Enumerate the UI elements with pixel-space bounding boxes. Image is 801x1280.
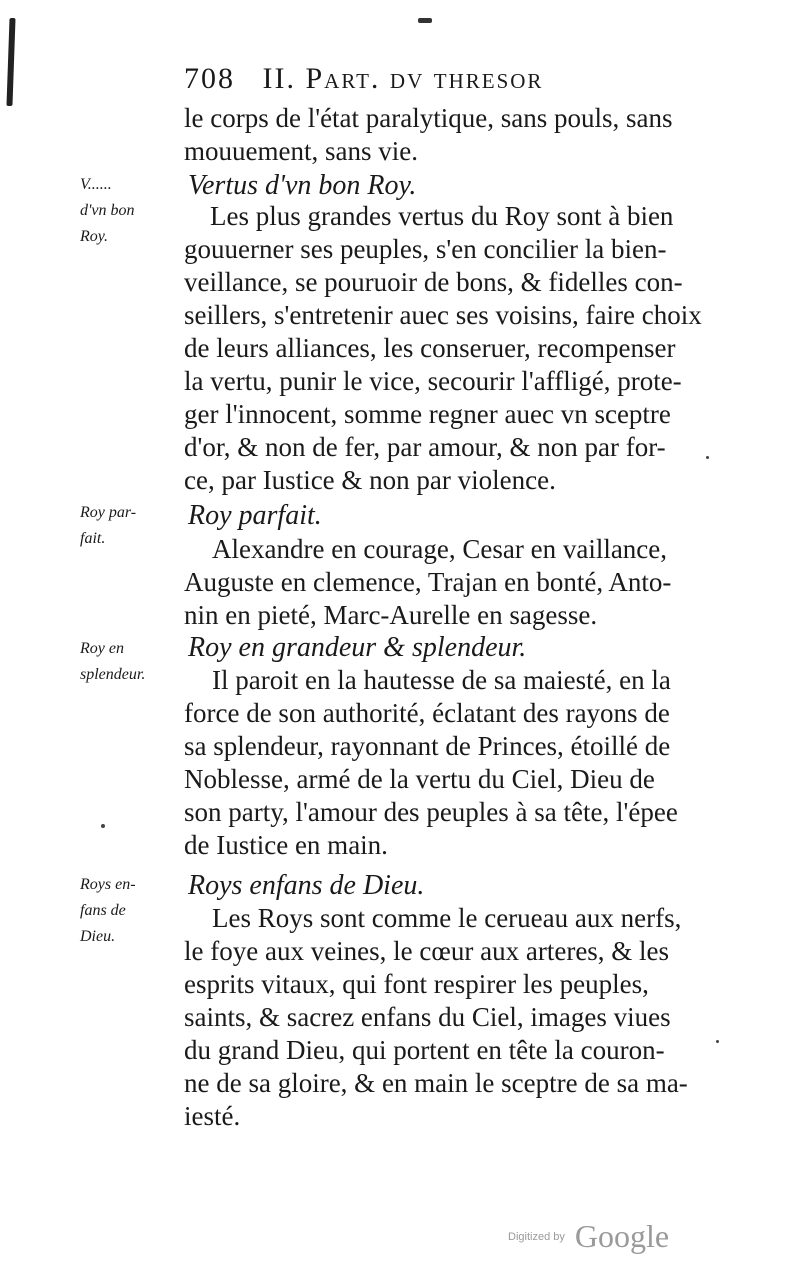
body-line: son party, l'amour des peuples à sa tête, l'épee bbox=[184, 797, 678, 827]
running-header bbox=[184, 62, 654, 96]
marginal-line: Roy. bbox=[80, 228, 108, 245]
marginal-note bbox=[80, 500, 178, 552]
scan-speck bbox=[101, 824, 105, 828]
body-line: Noblesse, armé de la vertu du Ciel, Dieu de bbox=[184, 764, 655, 794]
body-line: Les Roys sont comme le cerueau aux nerfs, bbox=[212, 903, 682, 933]
body-line: gouuerner ses peuples, s'en concilier la bien- bbox=[184, 234, 667, 264]
running-title: II. Part. dv thresor bbox=[262, 62, 544, 95]
marginal-line: Roy par- bbox=[80, 504, 137, 521]
body-line: saints, & sacrez enfans du Ciel, images viues bbox=[184, 1002, 671, 1032]
body-line: de Iustice en main. bbox=[184, 830, 388, 860]
body-line: le foye aux veines, le cœur aux arteres, & les bbox=[184, 936, 670, 966]
body-line: Les plus grandes vertus du Roy sont à bien bbox=[210, 201, 674, 231]
google-logo: Google bbox=[574, 1218, 670, 1254]
marginal-line: splendeur. bbox=[80, 666, 146, 683]
body-line: Auguste en clemence, Trajan en bonté, Anto- bbox=[184, 567, 672, 597]
body-line: iesté. bbox=[184, 1101, 241, 1131]
watermark-caption: Digitized by bbox=[508, 1230, 565, 1243]
page-number: 708 bbox=[184, 62, 235, 95]
scan-speck bbox=[706, 456, 709, 459]
body-line: force de son authorité, éclatant des rayons de bbox=[184, 698, 670, 728]
body-line: esprits vitaux, qui font respirer les peuples, bbox=[184, 969, 649, 999]
scan-speck bbox=[716, 1040, 719, 1043]
marginal-note bbox=[80, 872, 178, 950]
marginal-line: fans de bbox=[80, 902, 126, 919]
marginal-line: fait. bbox=[80, 530, 106, 547]
body-line: mouuement, sans vie. bbox=[184, 136, 418, 166]
body-line: Alexandre en courage, Cesar en vaillance, bbox=[212, 534, 668, 564]
body-line: ne de sa gloire, & en main le sceptre de sa ma- bbox=[184, 1068, 688, 1098]
body-line: sa splendeur, rayonnant de Princes, étoillé de bbox=[184, 731, 671, 761]
body-line: le corps de l'état paralytique, sans pouls, sans bbox=[184, 103, 673, 133]
marginal-note bbox=[80, 172, 178, 250]
body-line: du grand Dieu, qui portent en tête la couron- bbox=[184, 1035, 665, 1065]
marginal-line: d'vn bon bbox=[80, 202, 135, 219]
body-line: d'or, & non de fer, par amour, & non par for- bbox=[184, 432, 666, 462]
section-heading: Roy en grandeur & splendeur. bbox=[188, 632, 527, 663]
scan-edge-mark bbox=[6, 18, 15, 106]
marginal-note bbox=[80, 636, 178, 688]
body-line: ce, par Iustice & non par violence. bbox=[184, 465, 556, 495]
body-line: veillance, se pouruoir de bons, & fidelles con- bbox=[184, 267, 683, 297]
body-line: ger l'innocent, somme regner auec vn sceptre bbox=[184, 399, 671, 429]
marginal-line: Roy en bbox=[80, 640, 124, 657]
digitized-watermark bbox=[508, 1218, 669, 1255]
marginal-line: Dieu. bbox=[80, 928, 116, 945]
section-heading: Roy parfait. bbox=[188, 500, 322, 531]
marginal-line: Roys en- bbox=[80, 876, 136, 893]
body-line: de leurs alliances, les conseruer, recompenser bbox=[184, 333, 676, 363]
body-line: la vertu, punir le vice, secourir l'affligé, prote- bbox=[184, 366, 682, 396]
body-line: Il paroit en la hautesse de sa maiesté, en la bbox=[212, 665, 671, 695]
body-line: seillers, s'entretenir auec ses voisins, faire choix bbox=[184, 300, 702, 330]
top-ink-mark bbox=[418, 18, 432, 23]
marginal-line: V...... bbox=[80, 176, 112, 193]
body-line: nin en pieté, Marc-Aurelle en sagesse. bbox=[184, 600, 598, 630]
section-heading: Roys enfans de Dieu. bbox=[188, 870, 425, 901]
section-heading: Vertus d'vn bon Roy. bbox=[188, 170, 417, 201]
